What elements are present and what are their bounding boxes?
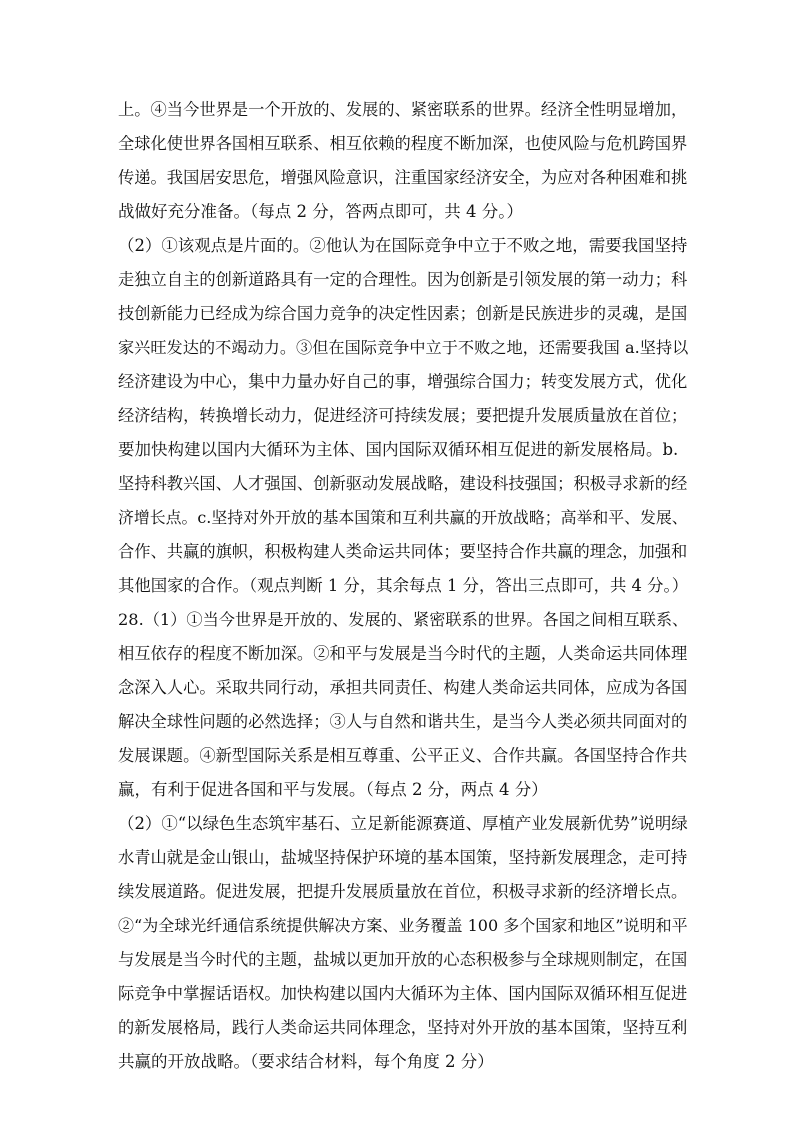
text-line: 技创新能力已经成为综合国力竞争的决定性因素；创新是民族进步的灵魂，是国 [118,304,688,323]
text-line: 其他国家的合作。（观点判断 1 分，其余每点 1 分，答出三点即可，共 4 分。） [118,576,689,595]
text-line: 赢，有利于促进各国和平与发展。（每点 2 分，两点 4 分） [118,780,548,799]
text-line: 解决全球性问题的必然选择；③人与自然和谐共生，是当今人类必须共同面对的 [118,712,688,731]
text-line: 际竞争中掌握话语权。加快构建以国内大循环为主体、国内国际双循环相互促进 [118,984,688,1003]
text-line: 的新发展格局，践行人类命运共同体理念，坚持对外开放的基本国策，坚持互利 [118,1018,688,1037]
text-line: 相互依存的程度不断加深。②和平与发展是当今时代的主题，人类命运共同体理 [118,644,688,663]
text-line: 要加快构建以国内大循环为主体、国内国际双循环相互促进的新发展格局。b. [118,440,679,459]
text-line: 合作、共赢的旗帜，积极构建人类命运共同体；要坚持合作共赢的理念，加强和 [118,542,688,561]
text-line: 坚持科教兴国、人才强国、创新驱动发展战略，建设科技强国；积极寻求新的经 [118,474,688,493]
text-line: 续发展道路。促进发展，把提升发展质量放在首位，积极寻求新的经济增长点。 [118,882,688,901]
text-line: 战做好充分准备。（每点 2 分，答两点即可，共 4 分。） [118,202,523,221]
text-line: 上。④当今世界是一个开放的、发展的、紧密联系的世界。经济全性明显增加， [118,100,688,119]
text-line: 念深入人心。采取共同行动，承担共同责任、构建人类命运共同体，应成为各国 [118,678,688,697]
text-line: 家兴旺发达的不竭动力。③但在国际竞争中立于不败之地，还需要我国 a.坚持以 [118,338,689,357]
text-line: 全球化使世界各国相互联系、相互依赖的程度不断加深，也使风险与危机跨国界 [118,134,688,153]
text-line: 与发展是当今时代的主题，盐城以更加开放的心态积极参与全球规则制定，在国 [118,950,688,969]
text-line: （2）①该观点是片面的。②他认为在国际竞争中立于不败之地，需要我国坚持 [118,236,688,255]
text-line: 水青山就是金山银山，盐城坚持保护环境的基本国策，坚持新发展理念，走可持 [118,848,688,867]
text-line: 28.（1）①当今世界是开放的、发展的、紧密联系的世界。各国之间相互联系、 [118,610,689,629]
text-line: 共赢的开放战略。（要求结合材料，每个角度 2 分） [118,1052,494,1071]
text-line: （2）①“以绿色生态筑牢基石、立足新能源赛道、厚植产业发展新优势”说明绿 [118,814,688,833]
text-line: 走独立自主的创新道路具有一定的合理性。因为创新是引领发展的第一动力；科 [118,270,688,289]
text-line: 发展课题。④新型国际关系是相互尊重、公平正义、合作共赢。各国坚持合作共 [118,746,688,765]
text-line: ②“为全球光纤通信系统提供解决方案、业务覆盖 100 多个国家和地区”说明和平 [118,916,688,935]
text-line: 传递。我国居安思危，增强风险意识，注重国家经济安全，为应对各种困难和挑 [118,168,688,187]
text-line: 济增长点。c.坚持对外开放的基本国策和互利共赢的开放战略；高举和平、发展、 [118,508,688,527]
text-line: 经济结构，转换增长动力，促进经济可持续发展；要把提升发展质量放在首位； [118,406,688,425]
text-line: 经济建设为中心，集中力量办好自己的事，增强综合国力；转变发展方式，优化 [118,372,688,391]
